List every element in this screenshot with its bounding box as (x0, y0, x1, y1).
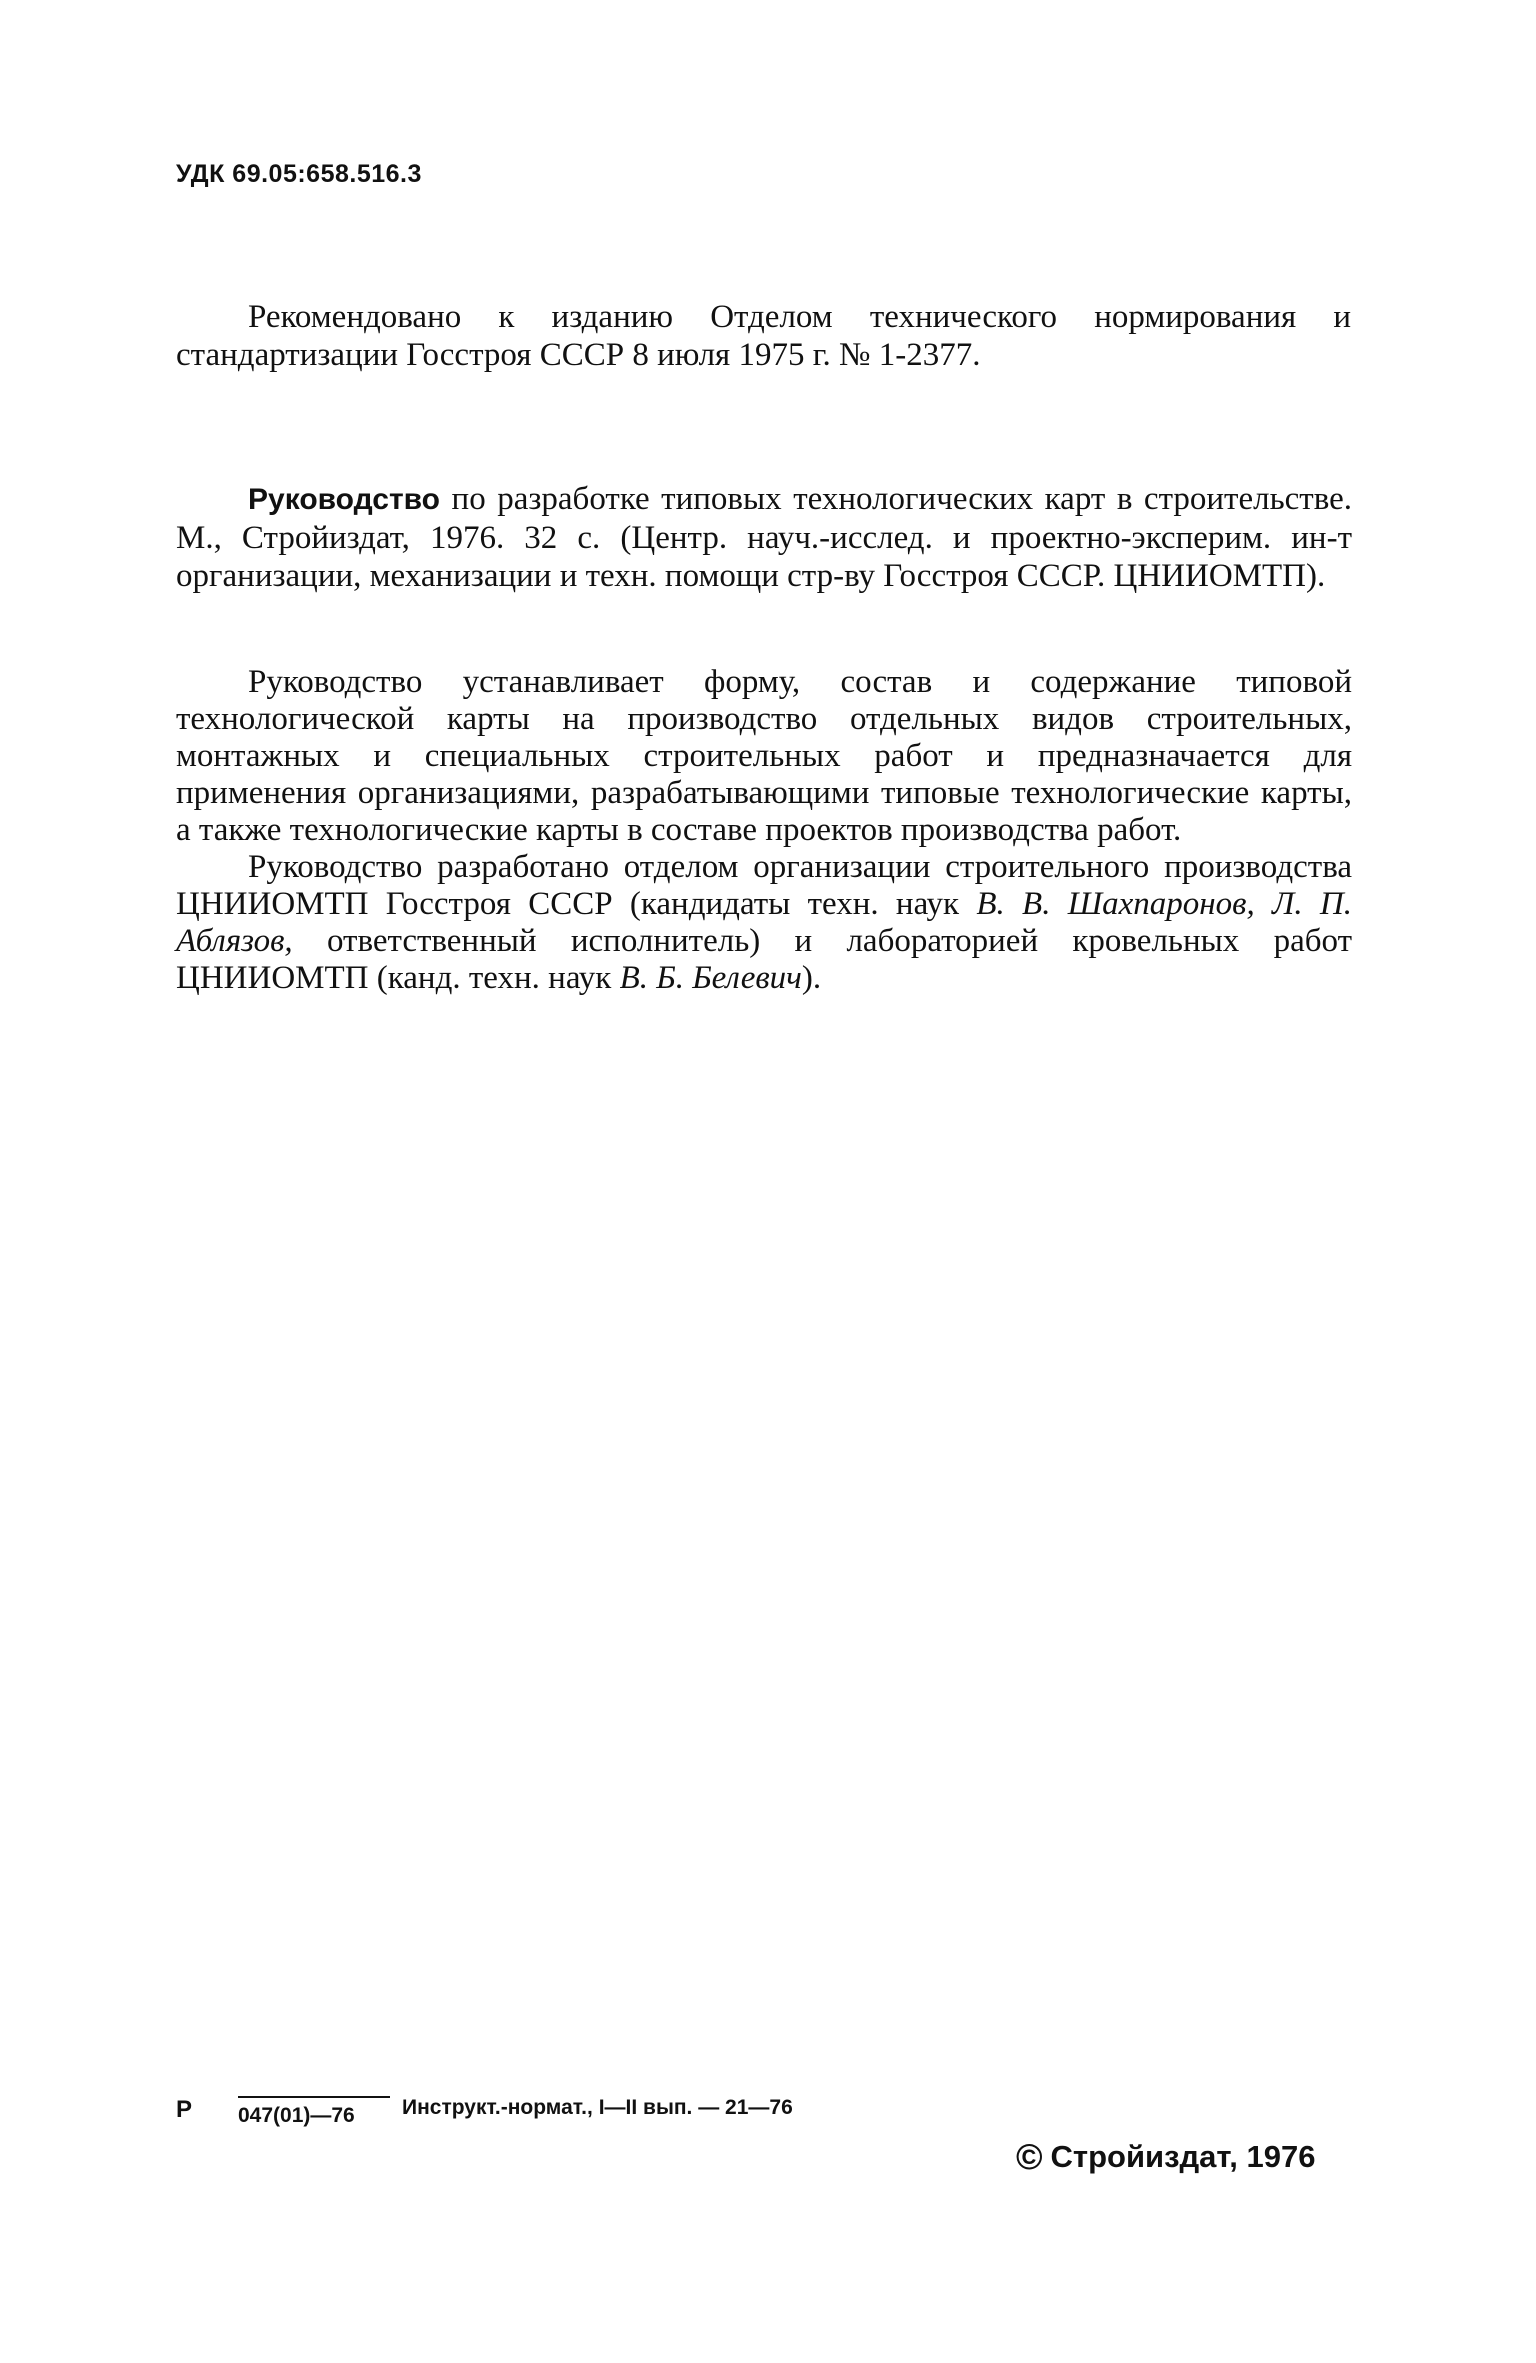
index-letter: Р (176, 2096, 193, 2123)
fraction-line (238, 2096, 390, 2098)
abstract-paragraph-1: Руководство устанавливает форму, состав и содержание типовой технологической карты на производство отдельных видов строительных, монтажных и специальных строительных работ и предназначается для применения организациями, разрабатывающими типовые технологические карты, а также технологические карты в составе проектов производства работ. (176, 664, 1352, 848)
copyright-text: Стройиздат, 1976 (1050, 2139, 1316, 2174)
bibliographic-text: по разработке типовых технологических карт в строительстве. М., Стройиздат, 1976. 32 с. (Центр. науч.-исслед. и проектно-эксперим. ин-т организации, механизации и техн. помощи стр-ву Госстроя СССР. ЦНИИОМТП). (176, 481, 1352, 594)
author-shakhparonov: В. В. Шахпаронов, (976, 886, 1255, 922)
abstract-paragraph-2-mid: ответственный исполнитель) и лабораторией кровельных работ ЦНИИОМТП (канд. техн. наук (176, 923, 1352, 996)
bibliographic-record (176, 480, 1352, 595)
abstract-paragraph-2-start: Руководство разработано отделом организации строительного производства ЦНИИОМТП Госстроя СССР (кандидаты техн. наук (176, 849, 1352, 922)
author-ablyazov: Л. П. Аблязов, (176, 886, 1353, 959)
index-series: Инструкт.-нормат., I—II вып. — 21—76 (402, 2096, 793, 2119)
recommendation-note (176, 298, 1351, 374)
author-belevich: В. Б. Белевич (619, 960, 802, 996)
abstract-paragraph-2 (176, 849, 1352, 997)
recommendation-text: Рекомендовано к изданию Отделом технического нормирования и стандартизации Госстроя СССР 8 июля 1975 г. № 1-2377. (176, 299, 1351, 373)
index-denominator: 047(01)—76 (238, 2104, 355, 2127)
bibliographic-lead: Руководство (248, 483, 441, 516)
index-fraction (238, 2088, 390, 2128)
udk-code: УДК 69.05:658.516.3 (176, 160, 422, 188)
abstract-paragraph-2-end: ). (801, 960, 822, 996)
abstract (176, 664, 1352, 997)
copyright-icon: © (1016, 2136, 1043, 2177)
copyright-notice (1016, 2136, 1315, 2178)
